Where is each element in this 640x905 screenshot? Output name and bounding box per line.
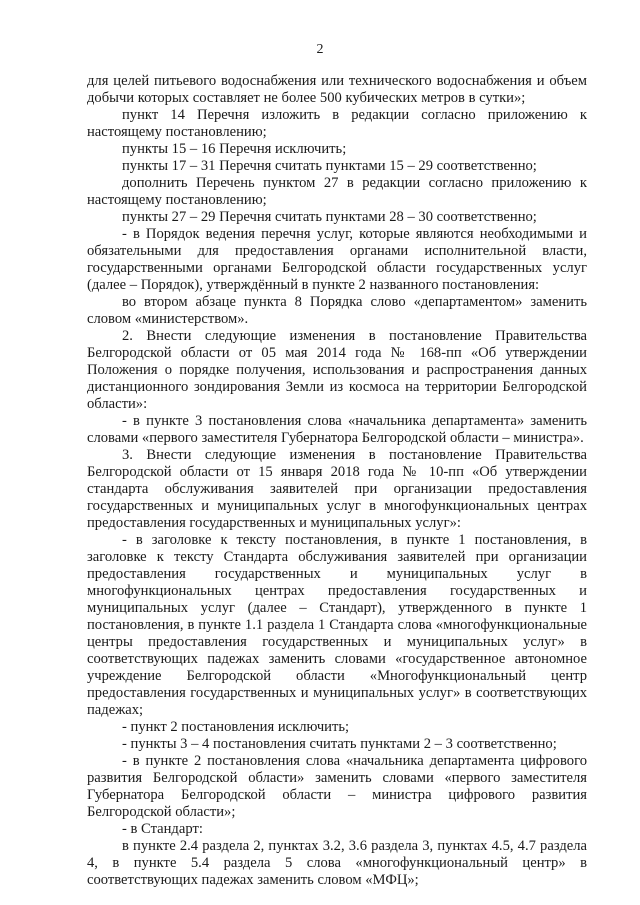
document-body [87, 73, 587, 889]
paragraph-13: - пункты 3 – 4 постановления считать пунктами 2 – 3 соответственно; [122, 736, 557, 752]
page-number: 2 [316, 42, 324, 57]
paragraph-11: - в заголовке к тексту постановления, в пункте 1 постановления, в заголовке к тексту Стандарта обслуживания заявителей при организации предоставления государственных и муниципальных услуг в многофункциональных центрах предоставления государственных и муниципальных услуг (далее – Стандарт), утвержденного в пункте 1 постановления, в пункте 1.1 раздела 1 Стандарта слова «многофункциональные центры предоставления государственных и муниципальных услуг» в соответствующих падежах заменить словами «государственное автономное учреждение Белгородской области «Многофункциональный центр предоставления государственных и муниципальных услуг» в соответствующих падежах; [87, 532, 587, 718]
paragraph-4: дополнить Перечень пунктом 27 в редакции согласно приложению к настоящему постановлению; [87, 175, 587, 208]
paragraph-7: во втором абзаце пункта 8 Порядка слово «департаментом» заменить словом «министерством». [87, 294, 587, 327]
paragraph-16: в пункте 2.4 раздела 2, пунктах 3.2, 3.6 раздела 3, пунктах 4.5, 4.7 раздела 4, в пункте 5.4 раздела 5 слова «многофункциональный центр» в соответствующих падежах заменить словом «МФЦ»; [87, 838, 587, 888]
paragraph-5: пункты 27 – 29 Перечня считать пунктами 28 – 30 соответственно; [122, 209, 537, 225]
paragraph-6: - в Порядок ведения перечня услуг, которые являются необходимыми и обязательными для предоставления органами исполнительной власти, государственными органами Белгородской области государственных услуг (далее – Порядок), утверждённый в пункте 2 названного постановления: [87, 226, 587, 293]
paragraph-9: - в пункте 3 постановления слова «начальника департамента» заменить словами «первого заместителя Губернатора Белгородской области – министра». [87, 413, 587, 446]
paragraph-2: пункты 15 – 16 Перечня исключить; [122, 141, 347, 157]
paragraph-10: 3. Внести следующие изменения в постановление Правительства Белгородской области от 15 января 2018 года № 10-пп «Об утверждении стандарта обслуживания заявителей при организации предоставления государственных и муниципальных услуг в многофункциональных центрах предоставления государственных и муниципальных услуг»: [87, 447, 587, 531]
paragraph-14: - в пункте 2 постановления слова «начальника департамента цифрового развития Белгородской области» заменить словами «первого заместителя Губернатора Белгородской области – министра цифрового развития Белгородской области»; [87, 753, 587, 820]
paragraph-3: пункты 17 – 31 Перечня считать пунктами 15 – 29 соответственно; [122, 158, 537, 174]
paragraph-1: пункт 14 Перечня изложить в редакции согласно приложению к настоящему постановлению; [87, 107, 587, 140]
paragraph-15: - в Стандарт: [122, 821, 203, 837]
paragraph-0: для целей питьевого водоснабжения или технического водоснабжения и объем добычи которых составляет не более 500 кубических метров в сутки»; [87, 73, 587, 106]
paragraph-12: - пункт 2 постановления исключить; [122, 719, 350, 735]
paragraph-8: 2. Внести следующие изменения в постановление Правительства Белгородской области от 05 мая 2014 года № 168-пп «Об утверждении Положения о порядке получения, использования и распространения данных дистанционного зондирования Земли из космоса на территории Белгородской области»: [87, 328, 587, 412]
